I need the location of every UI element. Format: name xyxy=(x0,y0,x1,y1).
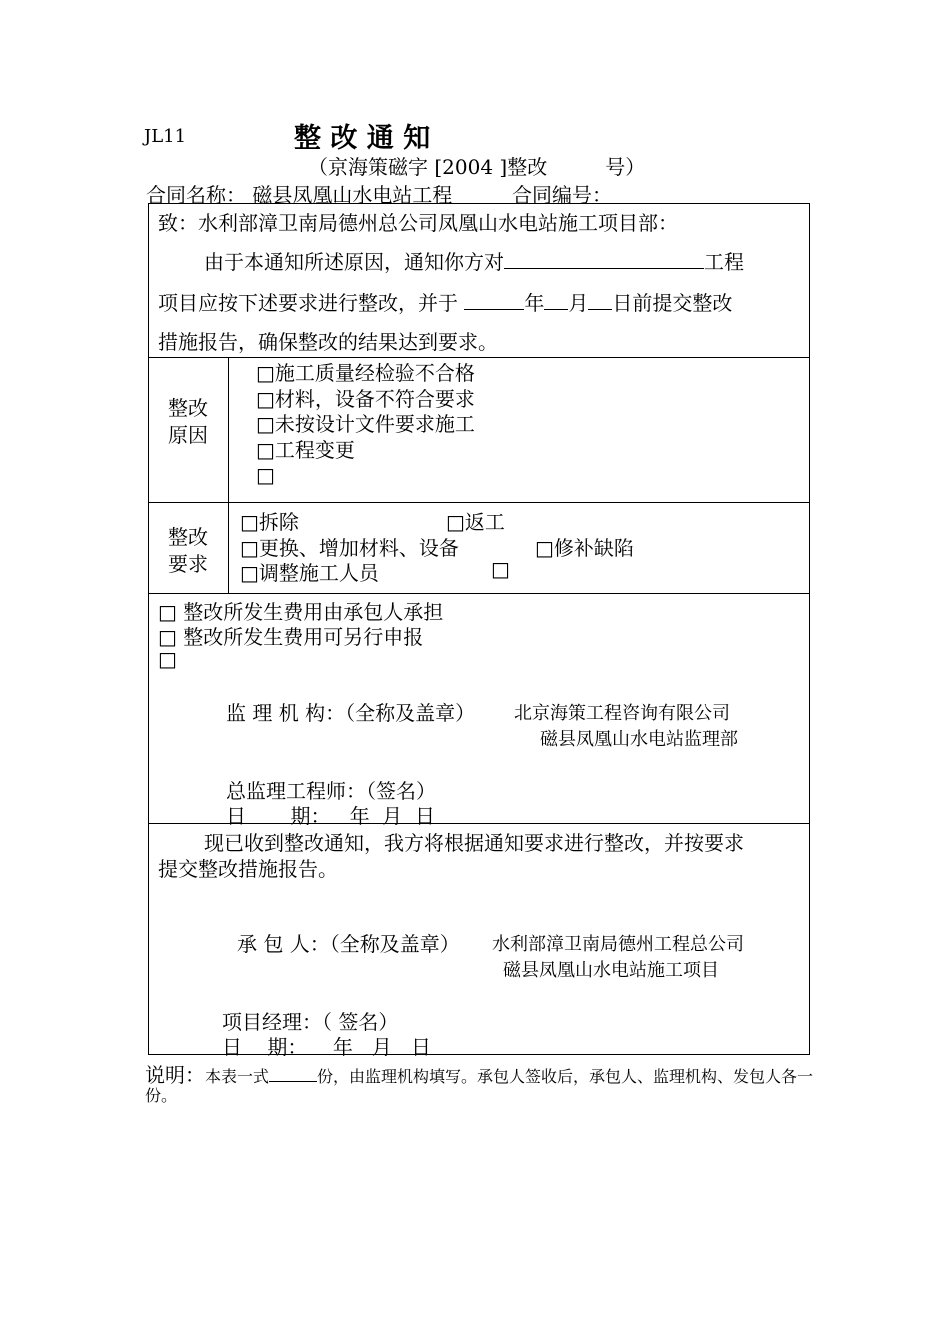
reason-checkbox-materials[interactable]: □材料，设备不符合要求 xyxy=(256,386,475,411)
notice-line-1 xyxy=(204,246,744,275)
notice-line-3: 措施报告，确保整改的结果达到要求。 xyxy=(158,330,498,354)
supervisor-label: 监 理 机 构：（全称及盖章） xyxy=(226,701,476,725)
req-checkbox-other[interactable]: □ xyxy=(491,557,510,581)
day-blank[interactable] xyxy=(588,291,612,310)
page-title: 整 改 通 知 xyxy=(294,123,431,154)
chief-engineer-signature: 总监理工程师：（签名） xyxy=(226,779,436,803)
notice-line-1-end: 工程 xyxy=(704,250,744,274)
document-number-prefix: （京海策磁字 [2004 ]整改 xyxy=(308,155,548,179)
reason-checkbox-other[interactable]: □ xyxy=(256,463,275,487)
supervisor-dept: 磁县凤凰山水电站监理部 xyxy=(540,729,738,750)
footer-note xyxy=(145,1059,813,1088)
contract-number-label: 合同编号： xyxy=(512,183,612,207)
project-name-blank[interactable] xyxy=(504,250,704,269)
req-checkbox-demolish[interactable]: □拆除 xyxy=(240,510,299,534)
day-label: 日前提交整改 xyxy=(612,291,733,315)
note-text-c: 份。 xyxy=(145,1086,178,1105)
cost-checkbox-contractor[interactable]: □ 整改所发生费用由承包人承担 xyxy=(158,600,444,624)
requirements-label-line-2: 要求 xyxy=(168,552,208,576)
req-checkbox-staff[interactable]: □调整施工人员 xyxy=(240,561,379,585)
month-blank[interactable] xyxy=(544,291,568,310)
column-divider xyxy=(228,357,229,593)
reasons-label-line-2: 原因 xyxy=(168,423,208,447)
contractor-org: 水利部漳卫南局德州工程总公司 xyxy=(492,934,744,955)
requirements-label xyxy=(148,524,228,578)
notice-line-2 xyxy=(158,287,732,316)
row-divider xyxy=(148,357,810,358)
contractor-label: 承 包 人：（全称及盖章） xyxy=(237,932,460,956)
note-label: 说明： xyxy=(145,1063,205,1087)
document-number xyxy=(308,151,645,180)
notice-recipient: 致：水利部漳卫南局德州总公司凤凰山水电站施工项目部： xyxy=(158,211,678,235)
notice-line-2-text: 项目应按下述要求进行整改，并于 xyxy=(158,291,458,315)
year-label: 年 xyxy=(524,291,545,315)
receipt-text-line-2: 提交整改措施报告。 xyxy=(158,857,338,881)
row-divider xyxy=(148,502,810,503)
reason-checkbox-quality[interactable]: □施工质量经检验不合格 xyxy=(256,361,475,385)
project-manager-signature: 项目经理：（ 签名） xyxy=(222,1010,399,1034)
note-text-b: 份，由监理机构填写。承包人签收后，承包人、监理机构、发包人各一 xyxy=(317,1067,814,1086)
document-number-suffix: 号） xyxy=(605,155,646,179)
reason-checkbox-design[interactable]: □未按设计文件要求施工 xyxy=(256,412,475,436)
note-text-a: 本表一式 xyxy=(205,1067,270,1086)
form-code: JL11 xyxy=(144,126,187,147)
req-checkbox-rework[interactable]: □返工 xyxy=(446,510,505,534)
reasons-list xyxy=(256,361,475,489)
supervisor-org: 北京海策工程咨询有限公司 xyxy=(514,703,730,724)
contractor-date: 日 期： 年 月 日 xyxy=(222,1035,432,1059)
reasons-label-line-1: 整改 xyxy=(168,396,208,420)
reasons-label xyxy=(148,395,228,449)
receipt-text-line-1: 现已收到整改通知，我方将根据通知要求进行整改，并按要求 xyxy=(204,831,744,855)
supervisor-date: 日 期： 年 月 日 xyxy=(226,804,436,828)
cost-checkbox-claim[interactable]: □ 整改所发生费用可另行申报 xyxy=(158,625,424,649)
month-label: 月 xyxy=(568,291,589,315)
cost-checkbox-other[interactable]: □ xyxy=(158,647,177,671)
notice-line-1-text: 由于本通知所述原因，通知你方对 xyxy=(204,250,504,274)
req-checkbox-replace[interactable]: □更换、增加材料、设备 xyxy=(240,536,459,560)
req-checkbox-repair[interactable]: □修补缺陷 xyxy=(535,536,634,560)
contractor-dept: 磁县凤凰山水电站施工项目 xyxy=(503,960,719,981)
requirements-label-line-1: 整改 xyxy=(168,525,208,549)
row-divider xyxy=(148,593,810,594)
copies-blank[interactable] xyxy=(269,1067,317,1082)
contract-name: 合同名称： 磁县凤凰山水电站工程 xyxy=(146,183,453,207)
year-blank[interactable] xyxy=(464,291,524,310)
reason-checkbox-change[interactable]: □工程变更 xyxy=(256,437,355,462)
